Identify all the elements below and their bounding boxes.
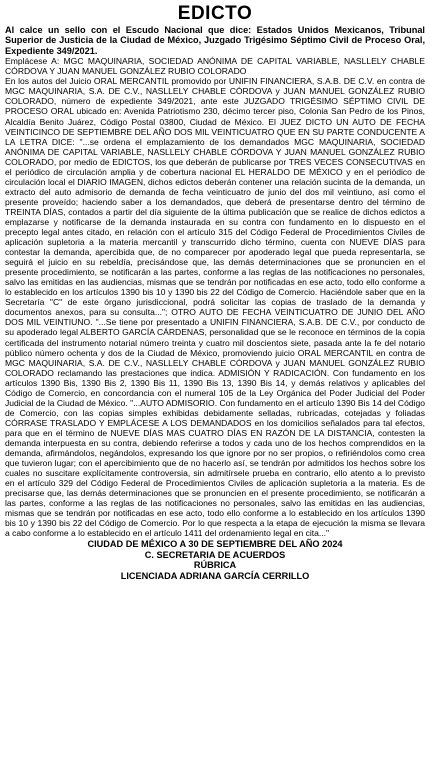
place-date: CIUDAD DE MÉXICO A 30 DE SEPTIEMBRE DEL AÑO 2024 bbox=[87, 539, 343, 550]
signature-word: RÚBRICA bbox=[193, 560, 237, 571]
seal-header: Al calce un sello con el Escudo Nacional que dice: Estados Unidos Mexicanos, Tribunal Superior de Justicia de la Ciudad de México, Juzgado Trigésimo Séptimo Civil de Proceso Oral, Expediente 349/2021. bbox=[5, 25, 425, 56]
document-title: EDICTO bbox=[177, 3, 253, 24]
signer-name: LICENCIADA ADRIANA GARCÍA CERRILLO bbox=[120, 570, 310, 581]
signature-block bbox=[5, 539, 425, 581]
summons-paragraph: Emplácese A: MGC MAQUINARIA, SOCIEDAD ANÓNIMA DE CAPITAL VARIABLE, NASLLELY CHABLE CÓRDOVA Y JUAN MANUEL GONZÁLEZ RUBIO COLORADO bbox=[5, 56, 425, 77]
signer-role: C. SECRETARIA DE ACUERDOS bbox=[144, 549, 286, 560]
edict-body-paragraph: En los autos del Juicio ORAL MERCANTIL promovido por UNIFIN FINANCIERA, S.A.B. DE C.V. en contra de MGC MAQUINARIA, S.A. DE C.V., NASLLELY CHABLE CÓRDOVA y JUAN MANUEL GONZÁLEZ RUBIO COLORADO, número de expediente 349/2021, ante este JUZGADO TRIGÉSIMO SÉPTIMO CIVIL DE PROCESO ORAL ubicado en: Avenida Patriotismo 230, décimo tercer piso, Colonia San Pedro de los Pinos, Alcaldía Benito Juárez, Código Postal 03800, Ciudad de México. El JUEZ DICTO UN AUTO DE FECHA VEINTICINCO DE SEPTIEMBRE DEL AÑO DOS MIL VEINTICUATRO QUE EN SU PARTE CONDUCENTE A LA LETRA DICE: "...se ordena el emplazamiento de los demandados MGC MAQUINARIA, SOCIEDAD ANÓNIMA DE CAPITAL VARIABLE, NASLLELY CHABLE CÓRDOVA Y JUAN MANUEL GONZÁLEZ RUBIO COLORADO, por medio de EDICTOS, los que deberán de publicarse por TRES VECES CONSECUTIVAS en el periódico de circulación amplia y de cobertura nacional EL HERALDO DE MÉXICO y en el periódico de circulación local el DIARIO IMAGEN, dichos edictos deberán contener una relación sucinta de la demanda, un extracto del auto admisorio de demanda de fecha veinticuatro de junio del dos mil veintiuno, así como el presente proveído; haciendo saber a los demandados, que deberá de presentarse dentro del término de TREINTA DÍAS, contados a partir del día siguiente de la última publicación que se realice de dichos edictos a emplazarse y notificarse de la demanda instaurada en su contra con fundamento en lo dispuesto en el precepto legal antes citado, en relación con el artículo 315 del Código Federal de Procedimientos Civiles de aplicación supletoria a la materia mercantil y transcurrido dicho término, cuenta con NUEVE DÍAS para contestar la demanda, apercibida que, de no comparecer por apoderado legal que pueda representarla, se seguirá el juicio en su rebeldía, precisándose que, las demás determinaciones que se pronuncien en el presente procedimiento, se notificarán a las partes, conforme a las reglas de las notificaciones no personales, salvo las emitidas en las audiencias, mismas que se tendrán por notificadas en ese acto, todo ello conforme a lo establecido en los artículos 1390 bis 10 y 1390 bis 22 del Código de Comercio. Haciéndole saber que en la Secretaría "C" de este órgano jurisdiccional, podrá solicitar las copias de traslado de la demanda y documentos anexos, para su consulta..."; OTRO AUTO DE FECHA VEINTICUATRO DE JUNIO DEL AÑO DOS MIL VEINTIUNO. "...Se tiene por presentado a UNIFIN FINANCIERA, S.A.B. DE C.V., por conducto de su apoderado legal ALBERTO GARCÍA CÁRDENAS, personalidad que se le reconoce en términos de la copia certificada del instrumento notarial número treinta y cuatro mil doscientos siete, pasada ante la fe del notario público número ochenta y dos de la Ciudad de México, promoviendo juicio ORAL MERCANTIL en contra de MGC MAQUINARIA, S.A. DE C.V., NASLLELY CHABLE CÓRDOVA y JUAN MANUEL GONZÁLEZ RUBIO COLORADO reclamando las prestaciones que indica. ADMISIÓN Y RADICACIÓN. Con fundamento en los artículos 1390 Bis, 1390 Bis 2, 1390 Bis 11, 1390 Bis 13, 1390 Bis 14, y demás relativos y aplicables del Código de Comercio, en concordancia con el numeral 105 de la Ley Orgánica del Poder Judicial del Poder Judicial de la Ciudad de México. "...AUTO ADMISORIO. Con fundamento en el artículo 1390 Bis 14 del Código de Comercio, con las copias simples exhibidas debidamente selladas, rubricadas, cotejadas y foliadas CÓRRASE TRASLADO Y EMPLÁCESE A LOS DEMANDADOS en los domicilios señalados para tal efectos, para que en el término de NUEVE DÍAS MAS CUATRO DÍAS EN RAZÓN DE LA DISTANCIA, contesten la demanda interpuesta en su contra, debiendo referirse a todos y cada uno de los hechos comprendidos en la demanda, afirmándolos, negándolos, expresando los que ignore por no ser propios, o refiriéndolos como crea que tuvieron lugar; con el apercibimiento que de no hacerlo así, se tendrán por admitidos los hechos sobre los cuales no suscitare explícitamente controversia, sin admitírsele prueba en contrario, ello atento a lo previsto en el artículo 329 del Código Federal de Procedimientos Civiles de aplicación supletoria a la materia. Es de precisarse que, las demás determinaciones que se pronuncien en el presente procedimiento, se notificarán a las partes, conforme a las reglas de las notificaciones no personales, salvo las emitidas en las audiencias, mismas que se tendrán por notificadas en ese acto, todo ello conforme a lo establecido en los artículos 1390 bis 10 y 1390 bis 22 del Código de Comercio. Por lo que respecta a la etapa de ejecución la misma se llevara a cabo conforme a lo establecido en el artículo 1411 del ordenamiento legal en cita..." bbox=[5, 76, 425, 539]
